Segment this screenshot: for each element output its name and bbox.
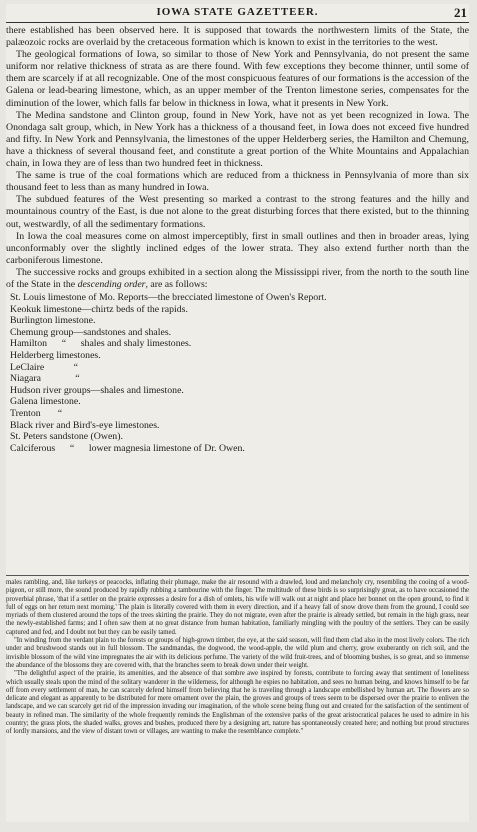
- page-header: [6, 4, 469, 23]
- strata-item: Hudson river groups—shales and limestone.: [10, 384, 184, 396]
- succession-tail: , are as follows:: [145, 278, 208, 290]
- strata-item: Chemung group—sandstones and shales.: [10, 326, 172, 338]
- footnote-paragraph: "The delightful aspect of the prairie, its amenities, and the absence of that sombre awe inspired by forests, contribute to forcing away that sentiment of loneliness which usually steals upon the mind of the solitary wanderer in the wilderness, for although he espies no habitation, and sees no human being, and knows himself to be far off from every settlement of man, he can scarcely defend himself from believing that he is traveling through a landscape embellished by human art. The flowers are so delicate and elegant as apparently to be distributed for mere ornament over the plain, the groves and groups of trees seem to be dispersed over the prairie to enliven the landscape, and we can scarcely get rid of the impression invading our imagination, of the whole scene being flung out and created for the satisfaction of the sentiment of beauty in refined man. The similarity of the whole frequently reminds the Englishman of the extensive parks of the great aristocratical palaces he used to admire in his country; the grass plots, the shaded walks, groves and bushes, produced there by a designing art, nature has spontaneously created here; and nothing but proud structures of lordly mansions, and the view of distant town or villages, are wanting to make the resemblance complete.": [6, 670, 469, 736]
- paragraph-continuation: there established has been observed here. It is supposed that towards the northwestern limits of the State, the palæozoic rocks are overlaid by the cretaceous formation which is known to exist in the territories to the west.: [6, 25, 469, 49]
- footnote-paragraph: "In winding from the verdant plain to the forests or groups of high-grown timber, the eye, at the said season, will find them clad also in the most lively colors. The rich under and brushwood stands out in full blossom. The sandmandas, the dogwood, the wood-apple, the wild plum and cherry, grow exuberantly on rich soil, and the invisible blossom of the wild vine impregnates the air with its delicious perfume. The variety of the wild fruit-trees, and of blooming bushes, is so great, and so immense the abundance of the blossoms they are covered with, that the branches seem to break down under their weight.: [6, 637, 469, 669]
- strata-item: Keokuk limestone—chirtz beds of the rapids.: [10, 303, 188, 315]
- page-number: 21: [454, 5, 467, 20]
- strata-item: Niagara “: [10, 373, 80, 385]
- strata-list: [6, 292, 469, 454]
- paragraph-subdued-features: The subdued features of the West presenting so marked a contrast to the strong features and the hilly and mountainous country of the East, is due not alone to the great disturbing forces that there existed, but to the thinning out, westwardly, of all the sedimentary formations.: [6, 194, 469, 230]
- strata-item: LeClaire “: [10, 361, 79, 373]
- strata-item: St. Louis limestone of Mo. Reports—the brecciated limestone of Owen's Report.: [10, 292, 327, 304]
- paragraph-succession-intro: [6, 267, 469, 291]
- main-text: [6, 25, 469, 454]
- strata-item: St. Peters sandstone (Owen).: [10, 431, 123, 443]
- succession-intro-text: The successive rocks and groups exhibited in a section along the Mississippi river, from the north to the south line of the State in the: [6, 266, 469, 290]
- paragraph-geological-formations: The geological formations of Iowa, so similar to those of New York and Pennsylvania, do not present the same uniform nor relative thickness of strata as are there found. With few exceptions they become thinner, until some of them are scarcely if at all recognizable. One of the most conspicuous features of our formations is the accession of the Galena or lead-bearing limestone, which, as an upper member of the Trenton limestone series, compensates for the diminution of the lower, which falls far below in thickness in Iowa, what it presents in New York.: [6, 49, 469, 109]
- strata-item: Trenton “: [10, 408, 63, 419]
- paragraph-coal-formations: The same is true of the coal formations which are reduced from a thickness in Pennsylvania of more than six thousand feet to less than as many hundred in Iowa.: [6, 170, 469, 194]
- paragraph-medina-sandstone: The Medina sandstone and Clinton group, found in New York, have not as yet been recognized in Iowa. The Onondaga salt group, which, in New York has a thickness of a thousand feet, in Iowa does not exceed five hundred and fifty. In New York and Pennsylvania, the limestones of the upper Helderberg series, the Hamilton and Chemung, have a thickness of several thousand feet, and constitute a great portion of the White Mountains and Appalachian chain, in Iowa they are of less than two hundred feet in thickness.: [6, 109, 469, 170]
- strata-item: Calciferous “ lower magnesia limestone of Dr. Owen.: [10, 442, 245, 454]
- footnote-paragraph: males rambling, and, like turkeys or peacocks, inflating their plumage, make the air resound with a drawled, loud and melancholy cry, resembling the cooing of a wood-pigeon, or still more, the sound produced by rapidly rubbing a tambourine with the finger. The multitude of these birds is so surprisingly great, as to have occasioned the proverbial phrase, 'that if a settler on the prairie expresses a desire for a dish of omlets, his wife will walk out at night and place her bonnet on the open ground, to find it full of eggs on her return next morning.' The plain is literally covered with them in every direction, and if a heavy fall of snow drove them from the ground, I could see myriads of them clustered around the tops of the trees skirting the prairie. They do not migrate, even after the prairie is already settled, but remain in the high grass, near the newly-established farms; and I often saw them at no great distance from human habitation, familiarly mingling with the poultry of the settlers. They can be easily captured and fed, and I doubt not but they can be easily tamed.: [6, 579, 469, 636]
- succession-emphasis: descending order: [77, 278, 146, 290]
- gazetteer-page: [6, 4, 469, 822]
- running-title: IOWA STATE GAZETTEER.: [156, 6, 319, 18]
- strata-item: Black river and Bird's-eye limestones.: [10, 419, 160, 431]
- strata-item: Galena limestone.: [10, 396, 81, 408]
- strata-item: Hamilton “ shales and shaly limestones.: [10, 338, 192, 350]
- footnote-divider: [6, 575, 469, 576]
- strata-item: Burlington limestone.: [10, 315, 96, 327]
- paragraph-coal-measures: In Iowa the coal measures come on almost imperceptibly, first in small outlines and then in broader areas, lying unconformably over the slightly inclined edges of the lower strata. They also extend further north than the carboniferous limestone.: [6, 230, 469, 266]
- footnote-block: [6, 579, 469, 737]
- strata-item: Helderberg limestones.: [10, 350, 101, 362]
